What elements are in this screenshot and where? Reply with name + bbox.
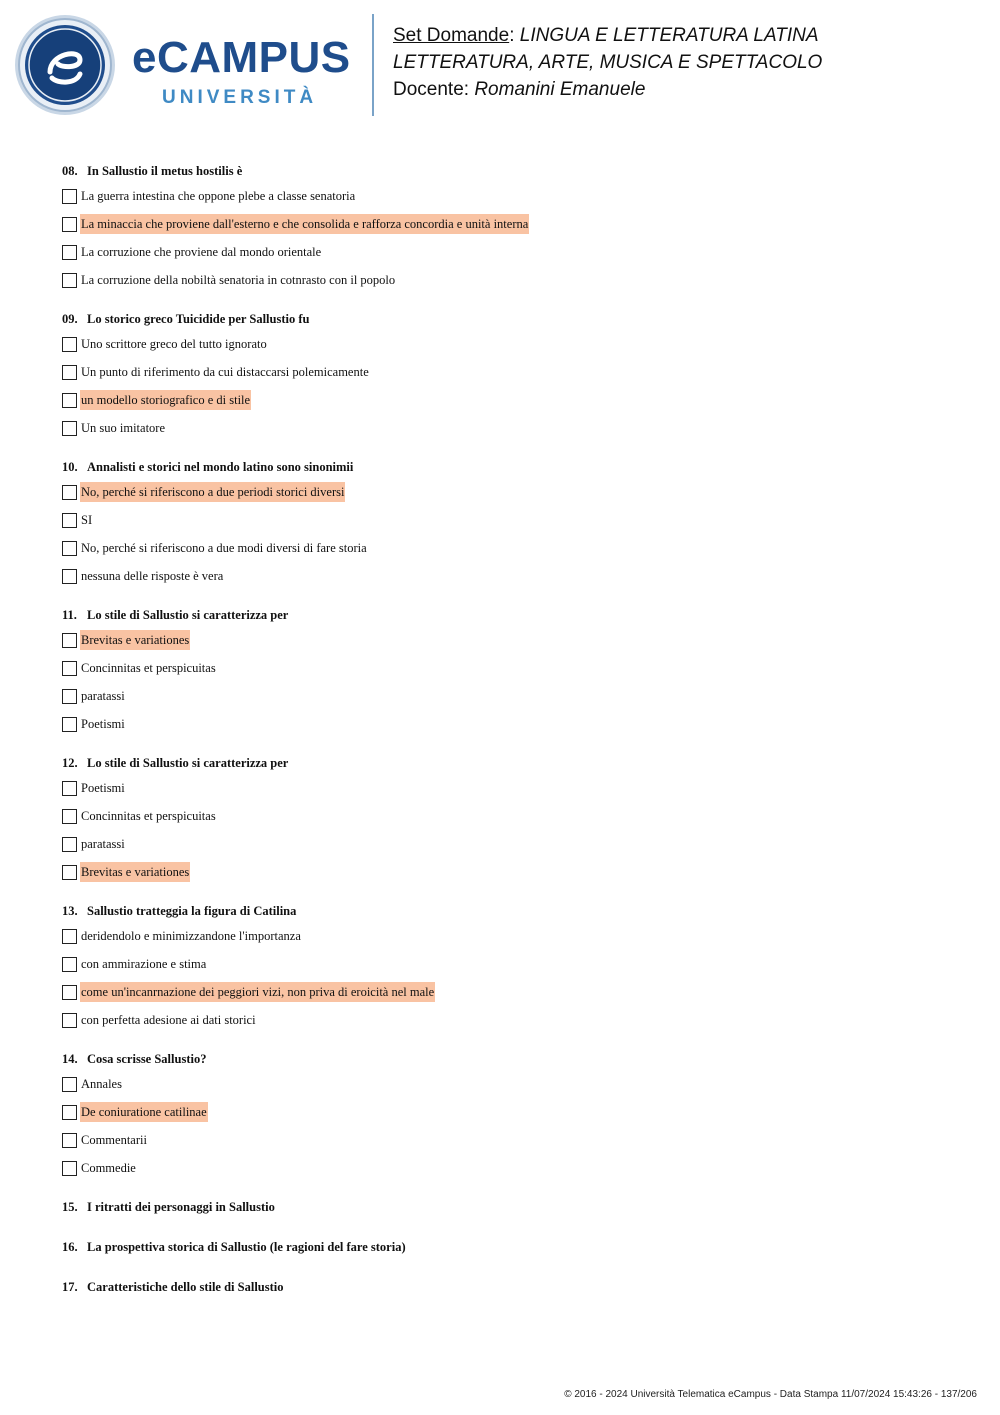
open-question	[62, 1196, 962, 1236]
answer-checkbox[interactable]	[62, 837, 77, 852]
answer-checkbox[interactable]	[62, 337, 77, 352]
question-title	[62, 752, 962, 774]
answer-checkbox[interactable]	[62, 245, 77, 260]
answer-text: paratassi	[81, 837, 125, 851]
answer-text: deridendolo e minimizzandone l'importanza	[81, 929, 301, 943]
answer-option[interactable]	[62, 858, 962, 886]
question-text: Annalisti e storici nel mondo latino sono sinonimii	[87, 460, 354, 474]
answer-checkbox[interactable]	[62, 1105, 77, 1120]
answer-option[interactable]	[62, 210, 962, 238]
answer-text: con perfetta adesione ai dati storici	[81, 1013, 256, 1027]
answer-text: SI	[81, 513, 93, 527]
question-number: 12.	[62, 756, 78, 770]
answer-text: paratassi	[81, 689, 125, 703]
answer-option[interactable]	[62, 802, 962, 830]
question-number: 14.	[62, 1052, 78, 1066]
answer-text: Poetismi	[81, 717, 125, 731]
answer-checkbox[interactable]	[62, 865, 77, 880]
question-block	[62, 308, 962, 442]
answer-option[interactable]	[62, 478, 962, 506]
question-text: Lo stile di Sallustio si caratterizza per	[87, 608, 289, 622]
answer-option[interactable]	[62, 1154, 962, 1182]
answer-text-correct: No, perché si riferiscono a due periodi storici diversi	[80, 482, 345, 502]
course-title-2: LETTERATURA, ARTE, MUSICA E SPETTACOLO	[393, 52, 823, 73]
question-text: Cosa scrisse Sallustio?	[87, 1052, 207, 1066]
answer-checkbox[interactable]	[62, 1013, 77, 1028]
question-text: Caratteristiche dello stile di Sallustio	[87, 1280, 284, 1294]
set-separator: :	[509, 25, 520, 46]
answer-text: La corruzione della nobiltà senatoria in cotnrasto con il popolo	[81, 273, 396, 287]
question-title	[62, 160, 962, 182]
teacher-name: Romanini Emanuele	[474, 79, 646, 100]
answer-option[interactable]	[62, 654, 962, 682]
answer-checkbox[interactable]	[62, 513, 77, 528]
questions-list	[62, 160, 962, 1316]
answer-option[interactable]	[62, 414, 962, 442]
answer-text: con ammirazione e stima	[81, 957, 207, 971]
answer-checkbox[interactable]	[62, 717, 77, 732]
open-question	[62, 1236, 962, 1276]
answer-checkbox[interactable]	[62, 1077, 77, 1092]
answer-option[interactable]	[62, 506, 962, 534]
answer-checkbox[interactable]	[62, 661, 77, 676]
answer-text-correct: La minaccia che proviene dall'esterno e che consolida e rafforza concordia e unità interna	[80, 214, 529, 234]
answer-option[interactable]	[62, 238, 962, 266]
answer-checkbox[interactable]	[62, 1133, 77, 1148]
open-question	[62, 1276, 962, 1316]
answer-checkbox[interactable]	[62, 217, 77, 232]
question-text: In Sallustio il metus hostilis è	[87, 164, 243, 178]
answer-checkbox[interactable]	[62, 985, 77, 1000]
question-title	[62, 1048, 962, 1070]
question-title	[62, 456, 962, 478]
question-number: 16.	[62, 1240, 78, 1254]
question-number: 13.	[62, 904, 78, 918]
answer-text: No, perché si riferiscono a due modi diversi di fare storia	[81, 541, 367, 555]
answer-option[interactable]	[62, 562, 962, 590]
answer-checkbox[interactable]	[62, 421, 77, 436]
question-text: Sallustio tratteggia la figura di Catilina	[87, 904, 297, 918]
question-block	[62, 456, 962, 590]
set-line	[393, 22, 822, 49]
answer-option[interactable]	[62, 1006, 962, 1034]
answer-option[interactable]	[62, 774, 962, 802]
question-number: 10.	[62, 460, 78, 474]
universita-subtitle: UNIVERSITÀ	[162, 87, 318, 108]
question-title	[62, 308, 962, 330]
answer-checkbox[interactable]	[62, 541, 77, 556]
answer-checkbox[interactable]	[62, 393, 77, 408]
answer-option[interactable]	[62, 358, 962, 386]
answer-text: Un punto di riferimento da cui distaccarsi polemicamente	[81, 365, 369, 379]
answer-text: Concinnitas et perspicuitas	[81, 661, 216, 675]
page-header	[0, 0, 1000, 130]
answer-option[interactable]	[62, 682, 962, 710]
teacher-label: Docente:	[393, 79, 475, 100]
question-block	[62, 160, 962, 294]
answer-option[interactable]	[62, 182, 962, 210]
answer-text: La corruzione che proviene dal mondo orientale	[81, 245, 322, 259]
answer-option[interactable]	[62, 626, 962, 654]
answer-option[interactable]	[62, 534, 962, 562]
question-number: 08.	[62, 164, 78, 178]
ecampus-wordmark: eCAMPUS	[132, 33, 351, 82]
header-info	[393, 22, 822, 103]
question-text: La prospettiva storica di Sallustio (le ragioni del fare storia)	[87, 1240, 406, 1254]
answer-option[interactable]	[62, 1126, 962, 1154]
question-block	[62, 900, 962, 1034]
answer-text: Commedie	[81, 1161, 136, 1175]
answer-text: Un suo imitatore	[81, 421, 166, 435]
answer-checkbox[interactable]	[62, 273, 77, 288]
answer-text-correct: un modello storiografico e di stile	[80, 390, 251, 410]
answer-checkbox[interactable]	[62, 957, 77, 972]
question-text: I ritratti dei personaggi in Sallustio	[87, 1200, 275, 1214]
answer-text-correct: Brevitas e variationes	[80, 630, 190, 650]
answer-option[interactable]	[62, 386, 962, 414]
answer-text: Commentarii	[81, 1133, 147, 1147]
answer-text-correct: De coniuratione catilinae	[80, 1102, 208, 1122]
answer-checkbox[interactable]	[62, 929, 77, 944]
question-block	[62, 604, 962, 738]
answer-text: Annales	[81, 1077, 122, 1091]
answer-option[interactable]	[62, 710, 962, 738]
answer-checkbox[interactable]	[62, 809, 77, 824]
course-title-1: LINGUA E LETTERATURA LATINA	[519, 25, 819, 46]
answer-checkbox[interactable]	[62, 485, 77, 500]
answer-option[interactable]	[62, 922, 962, 950]
answer-checkbox[interactable]	[62, 569, 77, 584]
answer-text: Concinnitas et perspicuitas	[81, 809, 216, 823]
answer-text-correct: come un'incanrnazione dei peggiori vizi, non priva di eroicità nel male	[80, 982, 435, 1002]
question-text: Lo storico greco Tuicidide per Sallustio fu	[87, 312, 310, 326]
answer-text: La guerra intestina che oppone plebe a classe senatoria	[81, 189, 356, 203]
answer-text: Uno scrittore greco del tutto ignorato	[81, 337, 267, 351]
answer-checkbox[interactable]	[62, 1161, 77, 1176]
answer-checkbox[interactable]	[62, 781, 77, 796]
page-footer: © 2016 - 2024 Università Telematica eCampus - Data Stampa 11/07/2024 15:43:26 - 137/206	[564, 1389, 977, 1400]
answer-option[interactable]	[62, 950, 962, 978]
question-block	[62, 1048, 962, 1182]
answer-option[interactable]	[62, 1098, 962, 1126]
answer-checkbox[interactable]	[62, 633, 77, 648]
answer-text: nessuna delle risposte è vera	[81, 569, 224, 583]
answer-option[interactable]	[62, 830, 962, 858]
answer-option[interactable]	[62, 266, 962, 294]
answer-checkbox[interactable]	[62, 365, 77, 380]
answer-option[interactable]	[62, 330, 962, 358]
header-divider	[372, 14, 374, 116]
question-number: 17.	[62, 1280, 78, 1294]
teacher-line	[393, 76, 822, 103]
answer-text-correct: Brevitas e variationes	[80, 862, 190, 882]
question-block	[62, 752, 962, 886]
answer-text: Poetismi	[81, 781, 125, 795]
answer-option[interactable]	[62, 1070, 962, 1098]
question-title	[62, 900, 962, 922]
question-text: Lo stile di Sallustio si caratterizza per	[87, 756, 289, 770]
answer-checkbox[interactable]	[62, 689, 77, 704]
question-number: 15.	[62, 1200, 78, 1214]
answer-checkbox[interactable]	[62, 189, 77, 204]
answer-option[interactable]	[62, 978, 962, 1006]
question-number: 11.	[62, 608, 77, 622]
question-number: 09.	[62, 312, 78, 326]
question-title	[62, 604, 962, 626]
ecampus-seal-logo	[14, 14, 116, 116]
set-label: Set Domande	[393, 25, 510, 46]
